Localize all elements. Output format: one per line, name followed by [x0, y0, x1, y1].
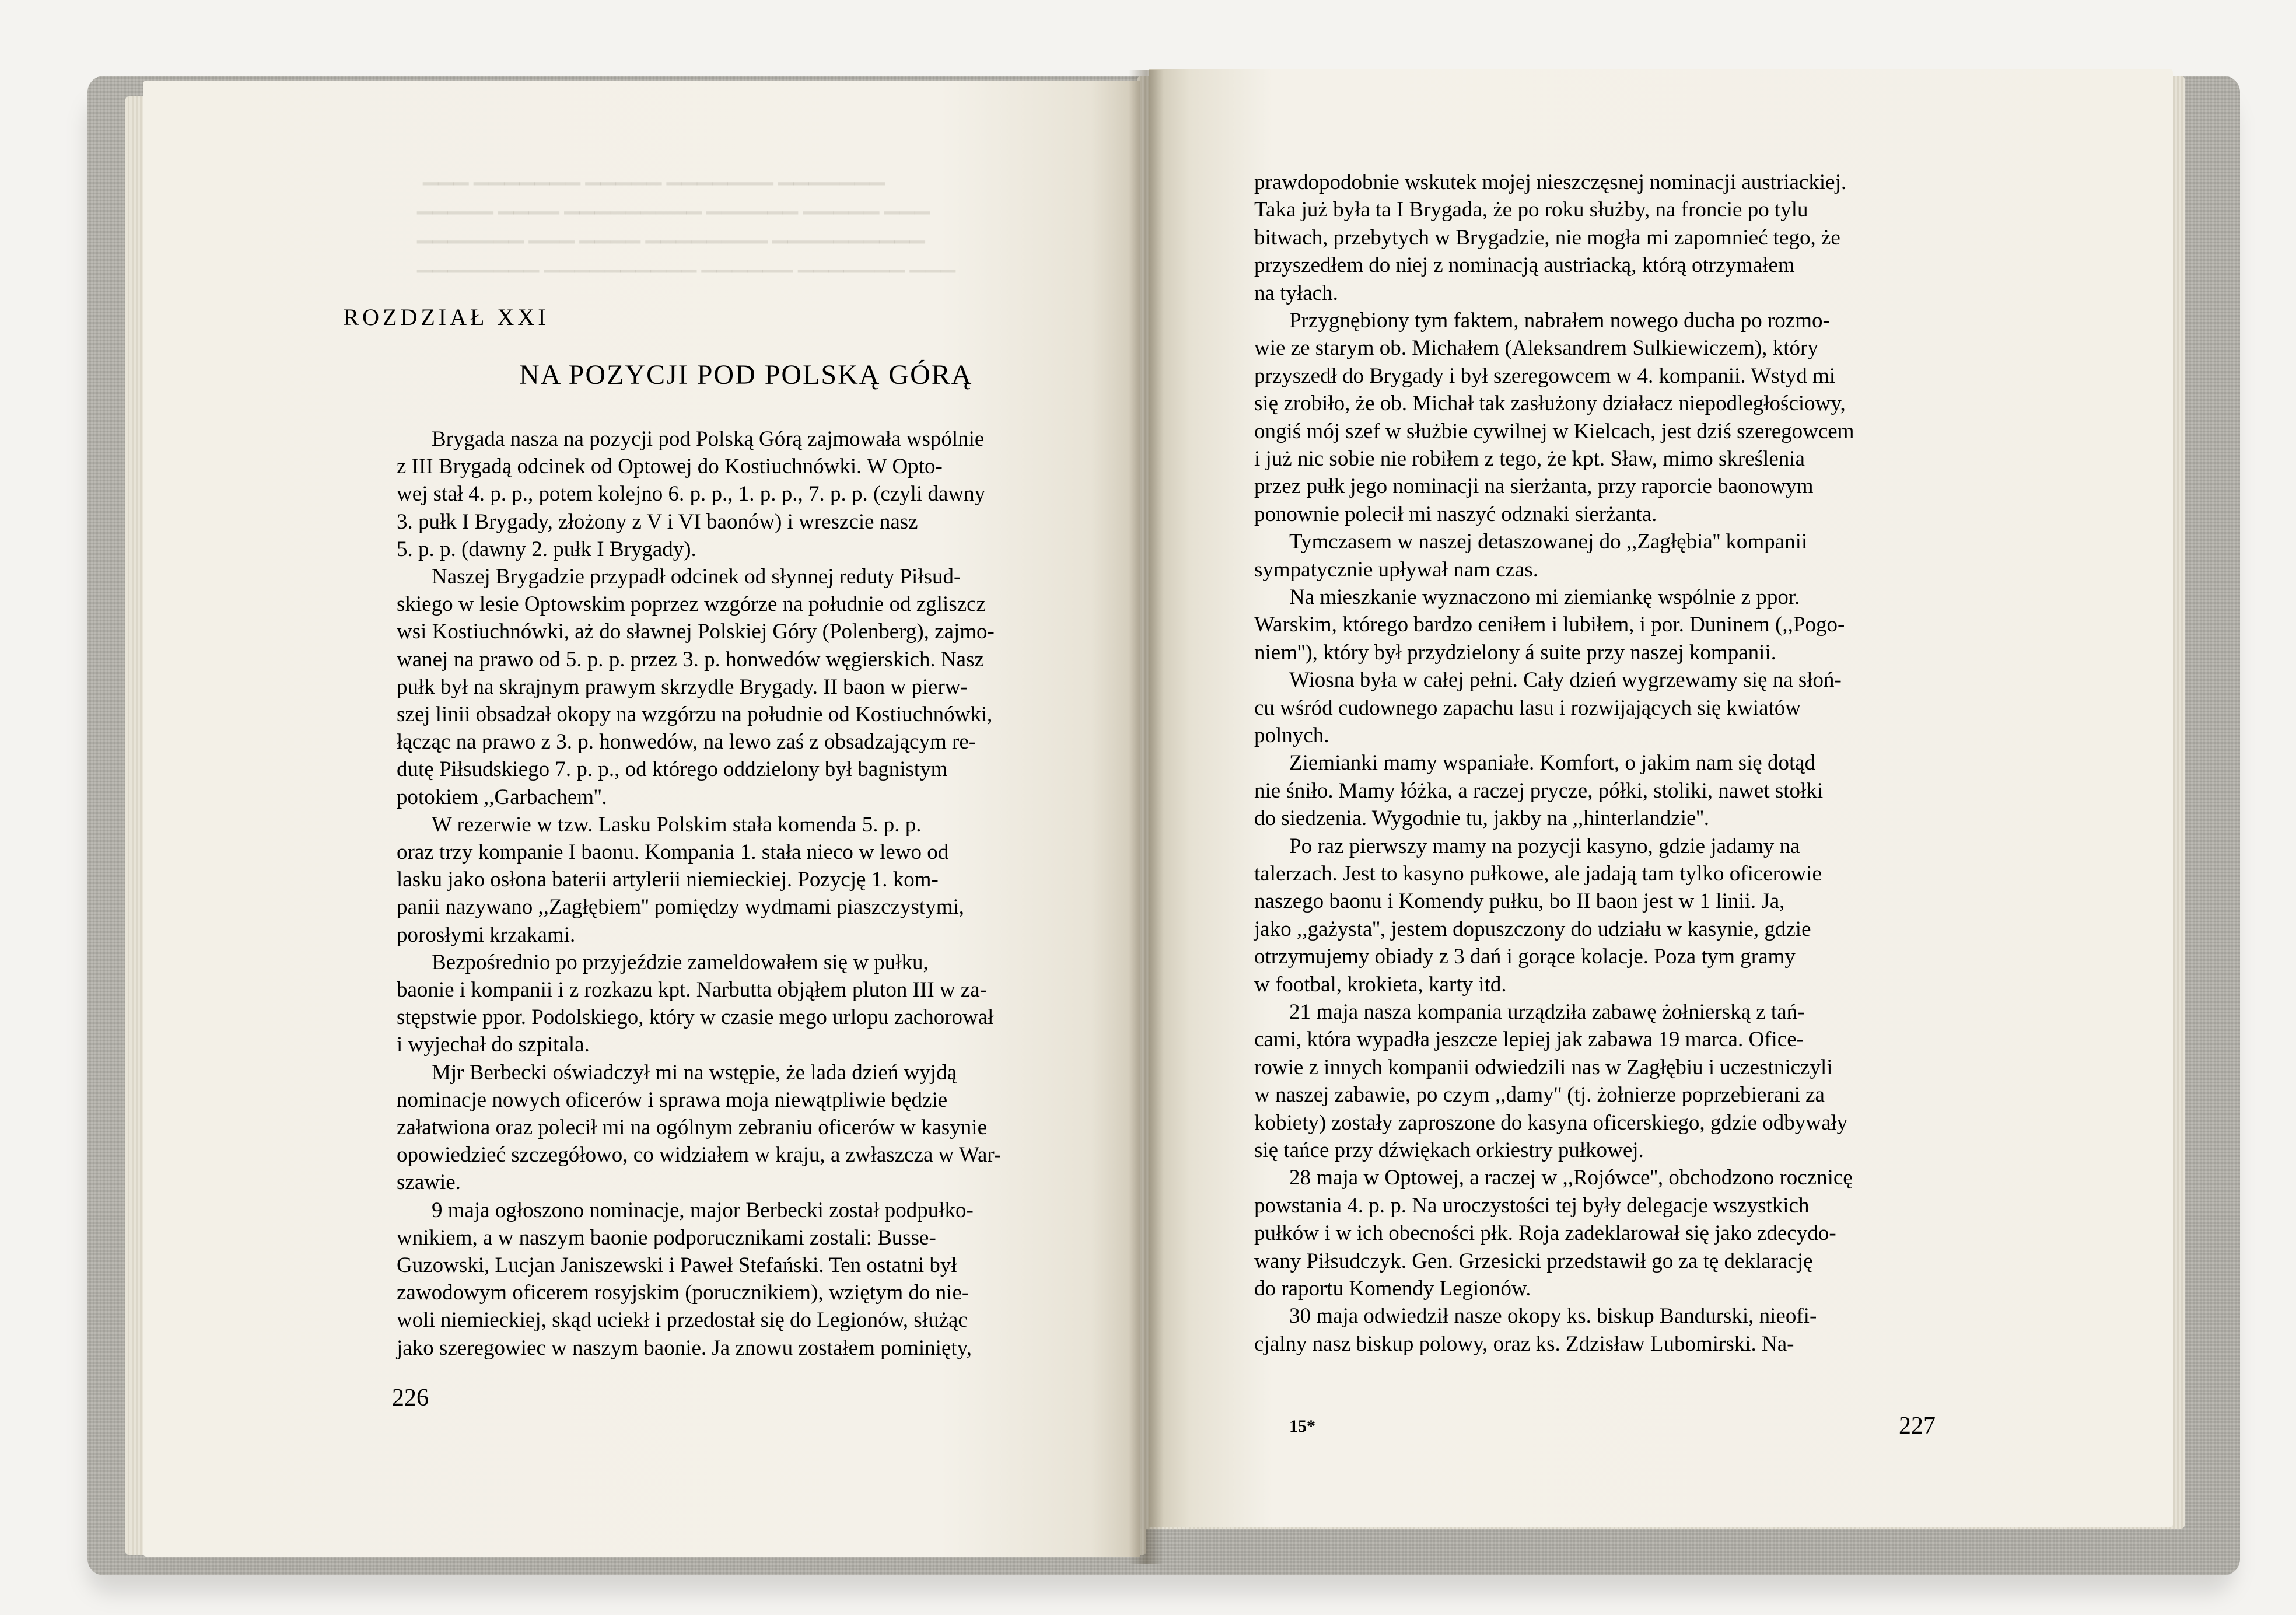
signature-mark: 15*	[1289, 1417, 1315, 1436]
text-line: Warskim, którego bardzo ceniłem i lubiłem, i por. Duninem (,,Pogo-	[1254, 613, 1845, 637]
text-line: Naszej Brygadzie przypadł odcinek od słynnej reduty Piłsud-	[432, 565, 961, 589]
text-line: dutę Piłsudskiego 7. p. p., od którego oddzielony był bagnistym	[397, 757, 948, 782]
text-line: niem''), który był przydzielony á suite przy naszej kompanii.	[1254, 640, 1776, 665]
text-line: Wiosna była w całej pełni. Cały dzień wygrzewamy się na słoń-	[1289, 668, 1842, 693]
text-line: cami, która wypadła jeszcze lepiej jak zabawa 19 marca. Ofice-	[1254, 1027, 1804, 1052]
text-line: do siedzenia. Wygodnie tu, jakby na ,,hinterlandzie''.	[1254, 806, 1709, 831]
text-line: wsi Kostiuchnówki, aż do sławnej Polskiej Góry (Polenberg), zajmo-	[397, 620, 995, 644]
text-line: bitwach, przebytych w Brygadzie, nie mogła mi zapomnieć tego, że	[1254, 225, 1840, 250]
text-line: ongiś mój szef w służbie cywilnej w Kielcach, jest dziś szeregowcem	[1254, 419, 1854, 443]
text-line: i już nic sobie nie robiłem z tego, że kpt. Sław, mimo skreślenia	[1254, 447, 1805, 471]
text-line: przyszedłem do niej z nominacją austriacką, którą otrzymałem	[1254, 253, 1795, 278]
text-line: Mjr Berbecki oświadczył mi na wstępie, że lada dzień wyjdą	[432, 1060, 957, 1085]
text-line: cjalny nasz biskup polowy, oraz ks. Zdzisław Lubomirski. Na-	[1254, 1331, 1794, 1356]
text-line: wnikiem, a w naszym baonie podporucznikami zostali: Busse-	[397, 1225, 936, 1250]
text-line: opowiedzieć szczegółowo, co widziałem w kraju, a zwłaszcza w War-	[397, 1143, 1002, 1167]
text-line: łącząc na prawo z 3. p. honwedów, na lewo zaś z obsadzającym re-	[397, 730, 977, 754]
chapter-label: ROZDZIAŁ XXI	[343, 304, 550, 330]
text-line: nie śniło. Mamy łóżka, a raczej prycze, półki, stoliki, nawet stołki	[1254, 778, 1824, 803]
text-line: potokiem ,,Garbachem''.	[397, 785, 607, 809]
text-line: 3. pułk I Brygady, złożony z V i VI baonów) i wreszcie nasz	[397, 509, 918, 534]
text-line: cu wśród cudownego zapachu lasu i rozwijających się kwiatów	[1254, 695, 1801, 720]
text-line: talerzach. Jest to kasyno pułkowe, ale jadają tam tylko oficerowie	[1254, 862, 1822, 886]
show-through-text: ▁▁▁▁▁▁▁▁ ▁▁▁▁▁▁▁▁▁▁ ▁▁▁▁▁▁ ▁▁▁▁▁▁▁ ▁▁▁	[417, 251, 956, 272]
text-line: woli niemieckiej, skąd uciekł i przedostał się do Legionów, służąc	[397, 1308, 968, 1333]
text-line: zawodowym oficerem rosyjskim (porucznikiem), wziętym do nie-	[397, 1281, 970, 1305]
text-line: wej stał 4. p. p., potem kolejno 6. p. p., 1. p. p., 7. p. p. (czyli dawny	[397, 482, 986, 506]
page-number-left: 226	[392, 1385, 429, 1411]
text-line: baonie i kompanii i z rozkazu kpt. Narbutta objąłem pluton III w za-	[397, 978, 988, 1002]
page-number-right: 227	[1899, 1413, 1936, 1439]
text-line: przez pułk jego nominacji na sierżanta, przy raporcie baonowym	[1254, 474, 1814, 499]
text-line: do raportu Komendy Legionów.	[1254, 1277, 1531, 1301]
text-line: Taka już była ta I Brygada, że po roku służby, na froncie po tylu	[1254, 198, 1808, 222]
text-line: z III Brygadą odcinek od Optowej do Kostiuchnówki. W Opto-	[397, 455, 943, 479]
text-line: Bezpośrednio po przyjeździe zameldowałem się w pułku,	[432, 950, 929, 974]
text-line: Ziemianki mamy wspaniałe. Komfort, o jakim nam się dotąd	[1289, 751, 1816, 775]
show-through-text: ▁▁▁▁▁▁▁ ▁▁▁ ▁▁▁▁ ▁▁▁▁▁▁▁▁ ▁▁▁▁▁▁▁▁▁▁	[417, 222, 925, 243]
text-line: polnych.	[1254, 723, 1329, 747]
text-line: 21 maja nasza kompania urządziła zabawę żołnierską z tań-	[1289, 1000, 1805, 1024]
text-line: kobiety) zostały zaproszone do kasyna oficerskiego, gdzie odbywały	[1254, 1110, 1848, 1135]
text-line: się tańce przy dźwiękach orkiestry pułkowej.	[1254, 1138, 1644, 1162]
show-through-text: ▁▁▁ ▁▁▁▁▁▁▁ ▁▁▁▁▁ ▁▁▁▁▁▁▁ ▁▁▁▁▁▁▁	[423, 163, 886, 185]
text-line: powstania 4. p. p. Na uroczystości tej były delegacje wszystkich	[1254, 1193, 1810, 1218]
text-line: panii nazywano ,,Zagłębiem'' pomiędzy wydmami piaszczystymi,	[397, 895, 965, 920]
text-line: naszego baonu i Komendy pułku, bo II baon jest w 1 linii. Ja,	[1254, 889, 1785, 914]
text-line: przyszedł do Brygady i był szeregowcem w 4. kompanii. Wstyd mi	[1254, 363, 1836, 388]
text-line: Tymczasem w naszej detaszowanej do ,,Zagłębia'' kompanii	[1289, 530, 1808, 554]
text-line: się zrobiło, że ob. Michał tak zasłużony działacz niepodległościowy,	[1254, 391, 1846, 416]
text-line: nominacje nowych oficerów i sprawa moja niewątpliwie będzie	[397, 1088, 948, 1112]
text-line: pułków i w ich obecności płk. Roja zadeklarował się jako zdecydo-	[1254, 1221, 1836, 1246]
text-line: Guzowski, Lucjan Janiszewski i Paweł Stefański. Ten ostatni był	[397, 1253, 957, 1277]
text-line: 28 maja w Optowej, a raczej w ,,Rojówce'', obchodzono rocznicę	[1289, 1166, 1853, 1190]
text-line: Po raz pierwszy mamy na pozycji kasyno, gdzie jadamy na	[1289, 834, 1800, 858]
text-line: ponownie polecił mi naszyć odznaki sierżanta.	[1254, 502, 1657, 526]
text-line: skiego w lesie Optowskim poprzez wzgórze na południe od zgliszcz	[397, 592, 986, 617]
text-line: sympatycznie upływał nam czas.	[1254, 557, 1538, 582]
text-line: wie ze starym ob. Michałem (Aleksandrem Sulkiewiczem), który	[1254, 336, 1818, 361]
book-gutter	[1129, 70, 1164, 1564]
text-line: oraz trzy kompanie I baonu. Kompania 1. stała nieco w lewo od	[397, 840, 949, 864]
text-line: 5. p. p. (dawny 2. pułk I Brygady).	[397, 537, 696, 561]
text-line: otrzymujemy obiady z 3 dań i gorące kolacje. Poza tym gramy	[1254, 945, 1796, 969]
text-line: w naszej zabawie, po czym ,,damy'' (tj. żołnierze poprzebierani za	[1254, 1083, 1825, 1107]
text-line: W rezerwie w tzw. Lasku Polskim stała komenda 5. p. p.	[432, 812, 922, 837]
chapter-title: NA POZYCJI POD POLSKĄ GÓRĄ	[519, 359, 973, 390]
text-line: Na mieszkanie wyznaczono mi ziemiankę wspólnie z ppor.	[1289, 585, 1800, 609]
text-line: na tyłach.	[1254, 281, 1338, 305]
text-line: Przygnębiony tym faktem, nabrałem nowego ducha po rozmo-	[1289, 309, 1830, 333]
text-line: szej linii obsadzał okopy na wzgórzu na południe od Kostiuchnówki,	[397, 702, 993, 726]
text-line: jako ,,gażysta'', jestem dopuszczony do udziału w kasynie, gdzie	[1254, 917, 1811, 941]
text-line: wanej na prawo od 5. p. p. przez 3. p. honwedów węgierskich. Nasz	[397, 647, 984, 672]
text-line: pułk był na skrajnym prawym skrzydle Brygady. II baon w pierw-	[397, 674, 968, 699]
text-line: 30 maja odwiedził nasze okopy ks. biskup Bandurski, nieofi-	[1289, 1304, 1817, 1329]
text-line: lasku jako osłona baterii artylerii niemieckiej. Pozycję 1. kom-	[397, 868, 939, 892]
text-line: szawie.	[397, 1170, 461, 1195]
text-line: jako szeregowiec w naszym baonie. Ja znowu zostałem pominięty,	[397, 1336, 972, 1360]
text-line: 9 maja ogłoszono nominacje, major Berbecki został podpułko-	[432, 1198, 974, 1222]
text-line: prawdopodobnie wskutek mojej nieszczęsnej nominacji austriackiej.	[1254, 170, 1847, 194]
text-line: Brygada nasza na pozycji pod Polską Górą zajmowała wspólnie	[432, 427, 985, 451]
text-line: stępstwie ppor. Podolskiego, który w czasie mego urlopu zachorował	[397, 1005, 994, 1030]
text-line: wany Piłsudczyk. Gen. Grzesicki przedstawił go za tę deklarację	[1254, 1249, 1813, 1273]
show-through-text: ▁▁▁▁▁ ▁▁▁▁ ▁▁▁▁▁▁▁▁▁ ▁▁▁▁▁▁ ▁▁▁▁▁ ▁▁▁	[417, 193, 930, 214]
text-line: rowie z innych kompanii odwiedzili nas w Zagłębiu i uczestniczyli	[1254, 1055, 1833, 1079]
text-line: w footbal, krokieta, karty itd.	[1254, 972, 1507, 997]
text-line: załatwiona oraz polecił mi na ogólnym zebraniu oficerów w kasynie	[397, 1116, 987, 1139]
text-line: porosłymi krzakami.	[397, 922, 576, 947]
text-line: i wyjechał do szpitala.	[397, 1033, 590, 1057]
